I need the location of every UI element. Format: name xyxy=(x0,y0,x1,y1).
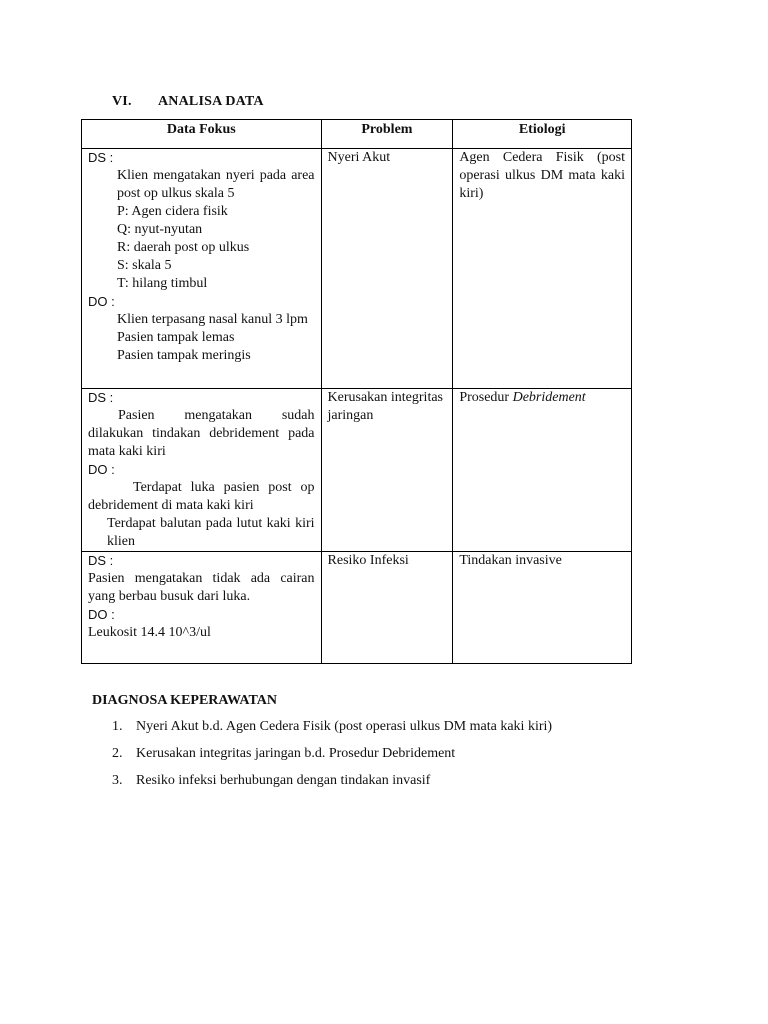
do-item: Pasien tampak lemas xyxy=(117,330,235,345)
ds-item: Klien mengatakan nyeri pada area post op ulkus skala 5 xyxy=(117,168,315,201)
ds-item: T: hilang timbul xyxy=(117,276,208,291)
diagnosa-heading: DIAGNOSA KEPERAWATAN xyxy=(92,693,278,708)
list-item-text: Nyeri Akut b.d. Agen Cedera Fisik (post operasi ulkus DM mata kaki kiri) xyxy=(136,719,553,734)
section-title: ANALISA DATA xyxy=(158,94,264,109)
do-item: Terdapat balutan pada lutut kaki kiri klien xyxy=(107,516,315,549)
etiologi-text: Prosedur xyxy=(459,390,510,405)
table-header-row xyxy=(82,120,632,149)
ds-item: S: skala 5 xyxy=(117,258,172,273)
problem-cell: Resiko Infeksi xyxy=(321,552,453,664)
list-item xyxy=(112,745,552,772)
do-label: DO : xyxy=(88,462,115,477)
header-data-fokus: Data Fokus xyxy=(82,120,322,149)
do-label: DO : xyxy=(88,294,115,309)
do-item: Leukosit 14.4 10^3/ul xyxy=(88,625,211,640)
section-heading xyxy=(112,94,264,110)
ds-label: DS : xyxy=(88,553,114,568)
ds-item: Pasien mengatakan tidak ada cairan yang berbau busuk dari luka. xyxy=(88,571,315,604)
do-item: Terdapat luka pasien post op debridement di mata kaki kiri xyxy=(88,480,315,513)
ds-label: DS : xyxy=(88,390,114,405)
section-number: VI. xyxy=(112,94,132,109)
ds-item: Pasien mengatakan sudah dilakukan tindakan debridement pada mata kaki kiri xyxy=(88,408,315,459)
do-item: Pasien tampak meringis xyxy=(117,348,251,363)
header-problem: Problem xyxy=(321,120,453,149)
ds-item: R: daerah post op ulkus xyxy=(117,240,250,255)
problem-cell: Kerusakan integritas jaringan xyxy=(321,389,453,552)
do-label: DO : xyxy=(88,607,115,622)
etiologi-cell xyxy=(453,389,632,552)
list-item-text: Resiko infeksi berhubungan dengan tindakan invasif xyxy=(136,773,431,788)
data-fokus-cell xyxy=(82,149,322,389)
data-fokus-cell xyxy=(82,552,322,664)
ds-label: DS : xyxy=(88,150,114,165)
problem-cell: Nyeri Akut xyxy=(321,149,453,389)
etiologi-cell: Tindakan invasive xyxy=(453,552,632,664)
list-item-text: Kerusakan integritas jaringan b.d. Prosedur Debridement xyxy=(136,746,456,761)
list-item xyxy=(112,772,552,799)
header-etiologi: Etiologi xyxy=(453,120,632,149)
diagnosa-list xyxy=(112,718,552,799)
ds-item: P: Agen cidera fisik xyxy=(117,204,228,219)
list-item-number: 1. xyxy=(112,719,123,734)
table-row xyxy=(82,552,632,664)
data-fokus-cell xyxy=(82,389,322,552)
etiologi-cell: Agen Cedera Fisik (post operasi ulkus DM mata kaki kiri) xyxy=(453,149,632,389)
list-item-number: 2. xyxy=(112,746,123,761)
ds-item: Q: nyut-nyutan xyxy=(117,222,203,237)
etiologi-italic-text: Debridement xyxy=(512,390,586,405)
do-item: Klien terpasang nasal kanul 3 lpm xyxy=(117,312,308,327)
table-row xyxy=(82,389,632,552)
analisa-data-table xyxy=(81,119,632,664)
list-item xyxy=(112,718,552,745)
list-item-number: 3. xyxy=(112,773,123,788)
table-row xyxy=(82,149,632,389)
